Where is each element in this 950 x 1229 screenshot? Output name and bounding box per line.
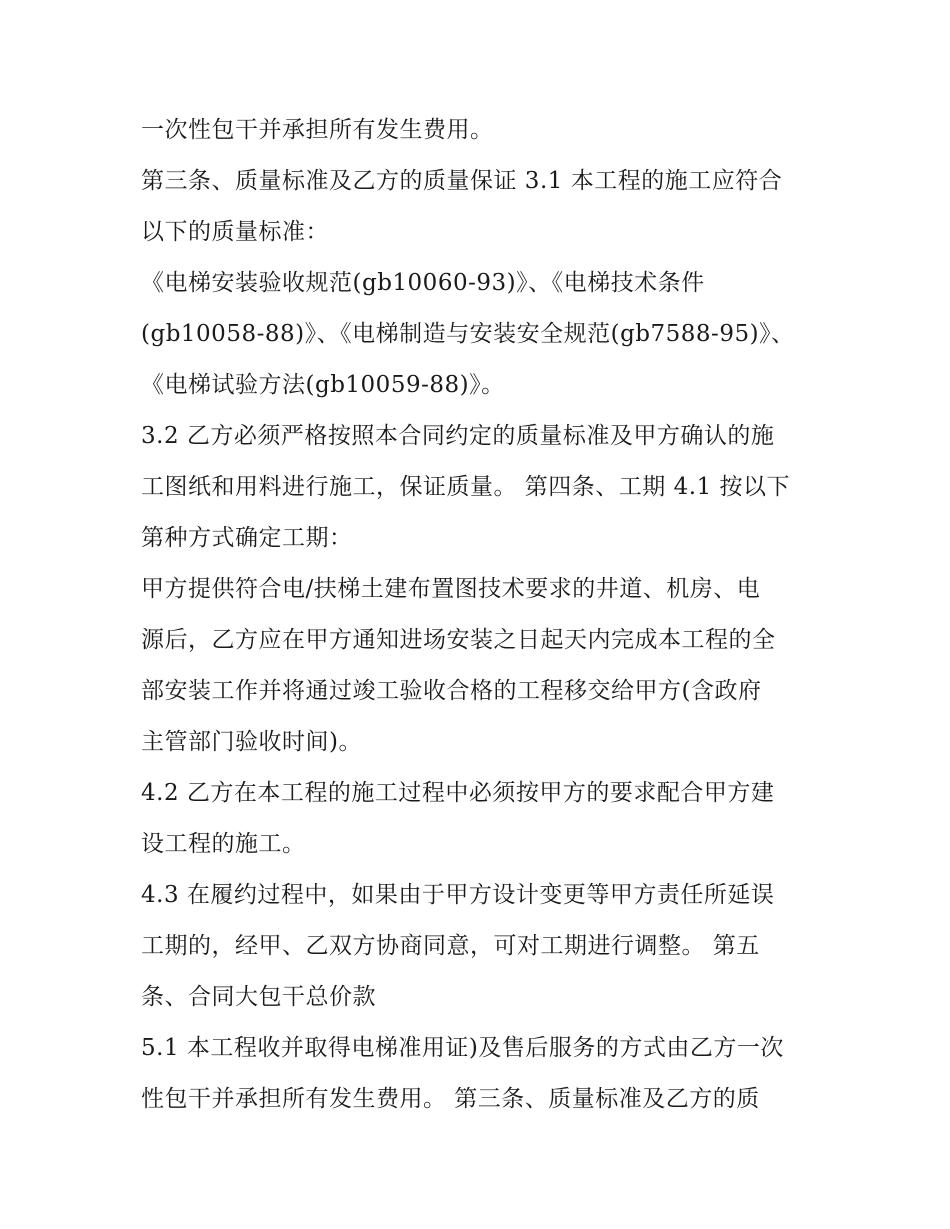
text-line: 甲方提供符合电/扶梯土建布置图技术要求的井道、机房、电 bbox=[141, 576, 761, 602]
text-line: 部安装工作并将通过竣工验收合格的工程移交给甲方(含政府 bbox=[141, 678, 762, 704]
text-line: 4.2 乙方在本工程的施工过程中必须按甲方的要求配合甲方建 bbox=[141, 780, 775, 806]
text-line: (gb10058-88)》、《电梯制造与安装安全规范(gb7588-95)》、 bbox=[141, 321, 795, 347]
contract-text bbox=[141, 105, 821, 1125]
text-line: 《电梯安装验收规范(gb10060-93)》、《电梯技术条件 bbox=[141, 270, 705, 296]
text-line: 3.2 乙方必须严格按照本合同约定的质量标准及甲方确认的施 bbox=[141, 423, 775, 449]
text-line: 设工程的施工。 bbox=[141, 831, 306, 857]
text-line: 第三条、质量标准及乙方的质量保证 3.1 本工程的施工应符合 bbox=[141, 168, 783, 194]
text-line: 条、合同大包干总价款 bbox=[141, 984, 376, 1010]
text-line: 《电梯试验方法(gb10059-88)》。 bbox=[141, 372, 505, 398]
text-line: 性包干并承担所有发生费用。 第三条、质量标准及乙方的质 bbox=[141, 1086, 760, 1112]
text-line: 源后，乙方应在甲方通知进场安装之日起天内完成本工程的全 bbox=[141, 627, 776, 653]
text-line: 工期的，经甲、乙双方协商同意，可对工期进行调整。 第五 bbox=[141, 933, 760, 959]
text-line: 5.1 本工程收并取得电梯准用证)及售后服务的方式由乙方一次 bbox=[141, 1035, 784, 1061]
text-line: 一次性包干并承担所有发生费用。 bbox=[141, 117, 494, 143]
text-line: 第种方式确定工期： bbox=[141, 525, 353, 551]
text-line: 工图纸和用料进行施工，保证质量。 第四条、工期 4.1 按以下 bbox=[141, 474, 791, 500]
text-line: 以下的质量标准： bbox=[141, 219, 329, 245]
text-line: 主管部门验收时间)。 bbox=[141, 729, 362, 755]
text-line: 4.3 在履约过程中，如果由于甲方设计变更等甲方责任所延误 bbox=[141, 882, 775, 908]
